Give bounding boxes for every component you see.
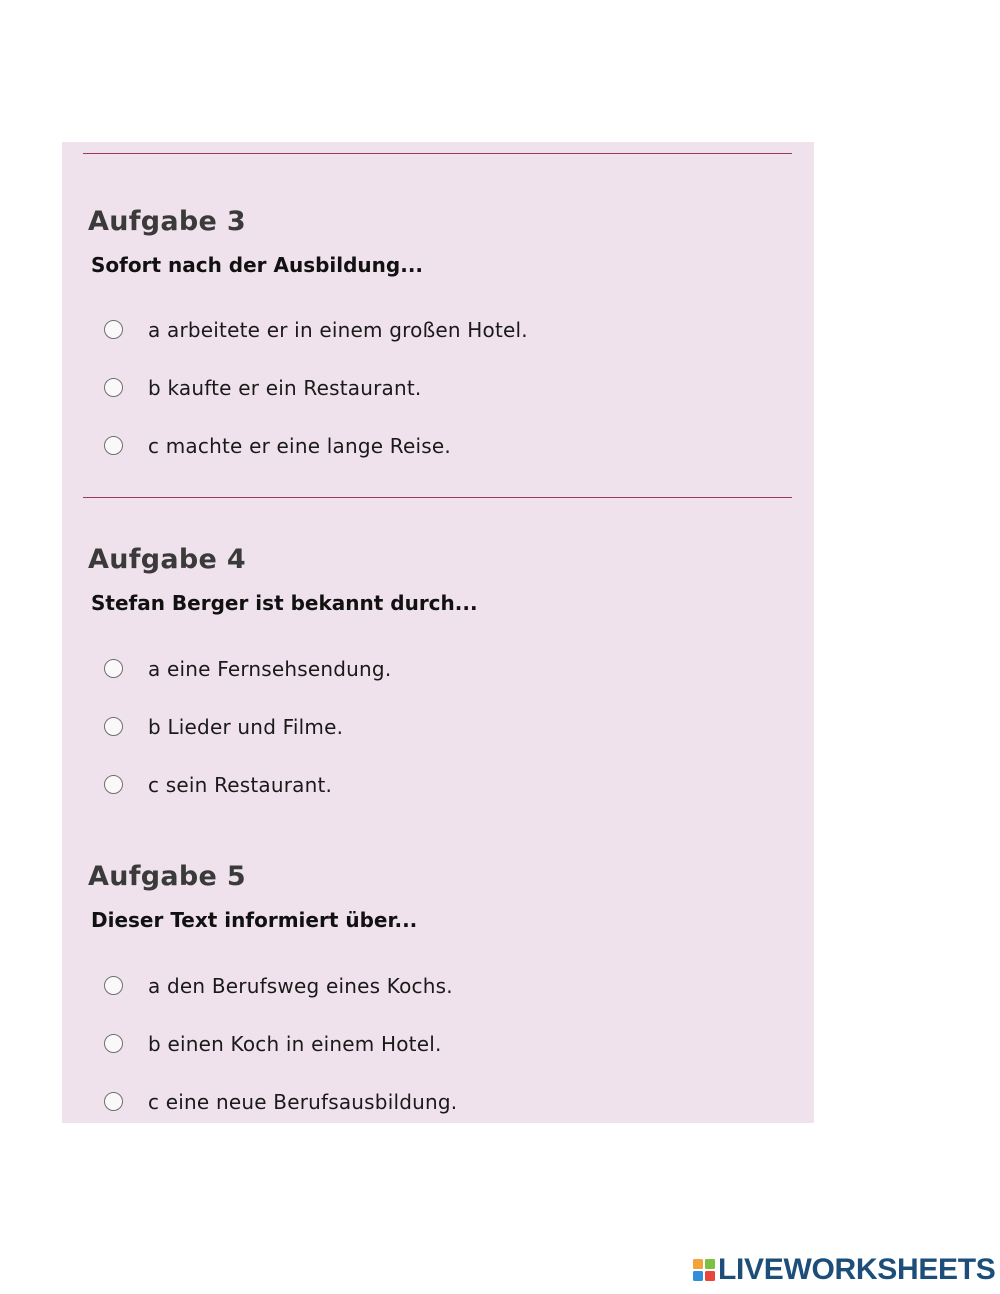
option-b[interactable] <box>104 378 704 408</box>
divider-top <box>83 153 792 154</box>
radio-button[interactable] <box>104 976 123 995</box>
task-title: Aufgabe 5 <box>88 861 246 892</box>
radio-button[interactable] <box>104 717 123 736</box>
option-label: a den Berufsweg eines Kochs. <box>148 974 453 998</box>
option-b[interactable] <box>104 1034 704 1064</box>
option-label: c sein Restaurant. <box>148 773 333 797</box>
option-a[interactable] <box>104 976 704 1006</box>
liveworksheets-logo[interactable] <box>693 1252 996 1288</box>
option-label: b kaufte er ein Restaurant. <box>148 376 422 400</box>
option-label: a eine Fernsehsendung. <box>148 657 392 681</box>
task-title: Aufgabe 3 <box>88 206 246 237</box>
option-a[interactable] <box>104 320 704 350</box>
option-c[interactable] <box>104 436 704 466</box>
logo-text: LIVEWORKSHEETS <box>718 1253 996 1286</box>
task-question: Dieser Text informiert über... <box>91 908 418 932</box>
radio-button[interactable] <box>104 320 123 339</box>
liveworksheets-logo-icon <box>693 1259 715 1281</box>
radio-button[interactable] <box>104 1092 123 1111</box>
divider-middle <box>83 497 792 498</box>
option-label: c eine neue Berufsausbildung. <box>148 1090 458 1114</box>
option-a[interactable] <box>104 659 704 689</box>
option-label: c machte er eine lange Reise. <box>148 434 451 458</box>
task-question: Sofort nach der Ausbildung... <box>91 253 424 277</box>
option-label: a arbeitete er in einem großen Hotel. <box>148 318 528 342</box>
option-label: b Lieder und Filme. <box>148 715 344 739</box>
task-title: Aufgabe 4 <box>88 544 246 575</box>
option-b[interactable] <box>104 717 704 747</box>
worksheet-panel <box>62 142 814 1123</box>
task-question: Stefan Berger ist bekannt durch... <box>91 591 478 615</box>
radio-button[interactable] <box>104 1034 123 1053</box>
option-c[interactable] <box>104 775 704 805</box>
radio-button[interactable] <box>104 775 123 794</box>
option-c[interactable] <box>104 1092 704 1122</box>
option-label: b einen Koch in einem Hotel. <box>148 1032 442 1056</box>
radio-button[interactable] <box>104 378 123 397</box>
radio-button[interactable] <box>104 436 123 455</box>
radio-button[interactable] <box>104 659 123 678</box>
